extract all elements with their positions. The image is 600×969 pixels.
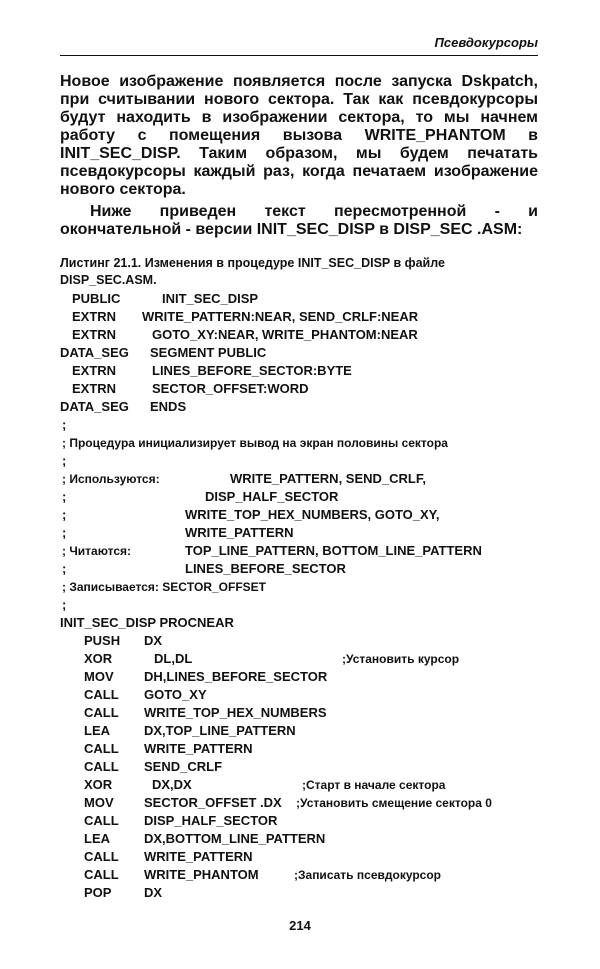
code-line: [72, 362, 542, 380]
code-opcode: XOR: [84, 777, 113, 792]
header-rule: [60, 55, 538, 56]
code-line: [84, 722, 544, 740]
code-comment: ; Процедура инициализирует вывод на экран половины сектора: [62, 436, 448, 450]
code-operand: GOTO_XY: [144, 687, 207, 702]
procedure-header: INIT_SEC_DISP PROCNEAR: [60, 615, 234, 630]
listing-caption: [60, 255, 538, 289]
code-line: [84, 794, 544, 812]
code-opcode: CALL: [84, 705, 119, 720]
code-operand: ENDS: [150, 399, 187, 414]
code-comment: LINES_BEFORE_SECTOR: [185, 561, 346, 576]
code-opcode: MOV: [84, 669, 114, 684]
page-number: 214: [289, 918, 311, 933]
code-comment: ;Старт в начале сектора: [302, 778, 446, 792]
code-operand: DL,DL: [154, 651, 193, 666]
code-line: [84, 884, 544, 902]
code-operand: WRITE_PATTERN: [144, 849, 253, 864]
code-comment: DISP_HALF_SECTOR: [205, 489, 339, 504]
code-keyword: EXTRN: [72, 309, 117, 324]
code-comment: WRITE_TOP_HEX_NUMBERS, GOTO_XY,: [185, 507, 440, 522]
code-operand: WRITE_TOP_HEX_NUMBERS: [144, 705, 327, 720]
code-operand: WRITE_PHANTOM: [144, 867, 259, 882]
code-comment: ;Установить смещение сектора 0: [296, 796, 492, 810]
code-line: [84, 830, 544, 848]
listing-caption-line-2: DISP_SEC.ASM.: [60, 273, 157, 287]
code-comment: ; Используются:: [62, 472, 160, 486]
code-operand: DX,TOP_LINE_PATTERN: [144, 723, 296, 738]
code-line: [84, 866, 544, 884]
code-operand: DH,LINES_BEFORE_SECTOR: [144, 669, 328, 684]
code-line: [84, 812, 544, 830]
code-opcode: CALL: [84, 813, 119, 828]
code-opcode: CALL: [84, 687, 119, 702]
code-line: [84, 650, 544, 668]
code-operand: DX,BOTTOM_LINE_PATTERN: [144, 831, 326, 846]
code-operand: GOTO_XY:NEAR, WRITE_PHANTOM:NEAR: [152, 327, 418, 342]
code-opcode: CALL: [84, 759, 119, 774]
code-operand: DX,DX: [152, 777, 192, 792]
code-keyword: EXTRN: [72, 381, 117, 396]
code-opcode: CALL: [84, 849, 119, 864]
code-line: [84, 632, 544, 650]
running-title: Псевдокурсоры: [434, 35, 538, 50]
code-comment: ;: [62, 525, 67, 540]
code-line: [72, 380, 542, 398]
code-comment: ;: [62, 597, 67, 612]
code-operand: SECTOR_OFFSET .DX: [144, 795, 282, 810]
code-operand: SEND_CRLF: [144, 759, 223, 774]
code-operand: DISP_HALF_SECTOR: [144, 813, 278, 828]
code-opcode: POP: [84, 885, 112, 900]
code-comment: ;Записать псевдокурсор: [294, 868, 441, 882]
code-operand: SEGMENT PUBLIC: [150, 345, 267, 360]
code-line: [72, 326, 542, 344]
code-operand: DX: [144, 885, 163, 900]
code-keyword: DATA_SEG: [60, 345, 129, 360]
code-comment: WRITE_PATTERN: [185, 525, 294, 540]
code-opcode: CALL: [84, 741, 119, 756]
code-operand: SECTOR_OFFSET:WORD: [152, 381, 309, 396]
code-line: [84, 668, 544, 686]
body-paragraph-1: Новое изображение появляется после запуска Dskpatch, при считывании нового сектора. Так как псевдокурсоры будут находить в изображении сектора, то мы начнем работу с помещения вызова WRITE_PHANTOM в INIT_SEC_DISP. Таким образом, мы будем печатать псевдокурсоры каждый раз, когда печатаем изображение нового сектора.: [60, 73, 538, 198]
code-opcode: CALL: [84, 867, 119, 882]
code-comment: TOP_LINE_PATTERN, BOTTOM_LINE_PATTERN: [185, 543, 482, 558]
code-operand: DX: [144, 633, 163, 648]
code-line: [72, 308, 542, 326]
code-line: [84, 686, 544, 704]
code-line: [60, 398, 540, 416]
code-line: [84, 848, 544, 866]
code-keyword: EXTRN: [72, 327, 117, 342]
code-comment: ;: [62, 561, 67, 576]
code-comment: ;Установить курсор: [342, 652, 460, 666]
code-line: [84, 776, 544, 794]
body-paragraph-2: Ниже приведен текст пересмотренной - и окончательной - версии INIT_SEC_DISP в DISP_SEC .ASM:: [60, 203, 538, 238]
code-comment: ; Записывается: SECTOR_OFFSET: [62, 580, 266, 594]
listing-caption-line-1: Листинг 21.1. Изменения в процедуре INIT_SEC_DISP в файле: [60, 256, 445, 270]
code-opcode: MOV: [84, 795, 114, 810]
code-line: [84, 758, 544, 776]
code-operand: INIT_SEC_DISP: [162, 291, 259, 306]
code-comment: ;: [62, 507, 67, 522]
code-comment: ;: [62, 489, 67, 504]
code-line: [72, 290, 542, 308]
code-line: [84, 740, 544, 758]
code-opcode: XOR: [84, 651, 113, 666]
code-comment: ;: [62, 417, 67, 432]
code-opcode: LEA: [84, 831, 110, 846]
code-line: [84, 704, 544, 722]
code-operand: WRITE_PATTERN: [144, 741, 253, 756]
code-keyword: PUBLIC: [72, 291, 121, 306]
code-operand: LINES_BEFORE_SECTOR:BYTE: [152, 363, 352, 378]
code-keyword: EXTRN: [72, 363, 117, 378]
code-comment: ;: [62, 453, 67, 468]
code-opcode: PUSH: [84, 633, 121, 648]
code-opcode: LEA: [84, 723, 110, 738]
code-comment: ; Читаются:: [62, 544, 132, 558]
code-comment: WRITE_PATTERN, SEND_CRLF,: [230, 471, 426, 486]
code-keyword: DATA_SEG: [60, 399, 129, 414]
code-operand: WRITE_PATTERN:NEAR, SEND_CRLF:NEAR: [142, 309, 419, 324]
code-line: [60, 344, 540, 362]
